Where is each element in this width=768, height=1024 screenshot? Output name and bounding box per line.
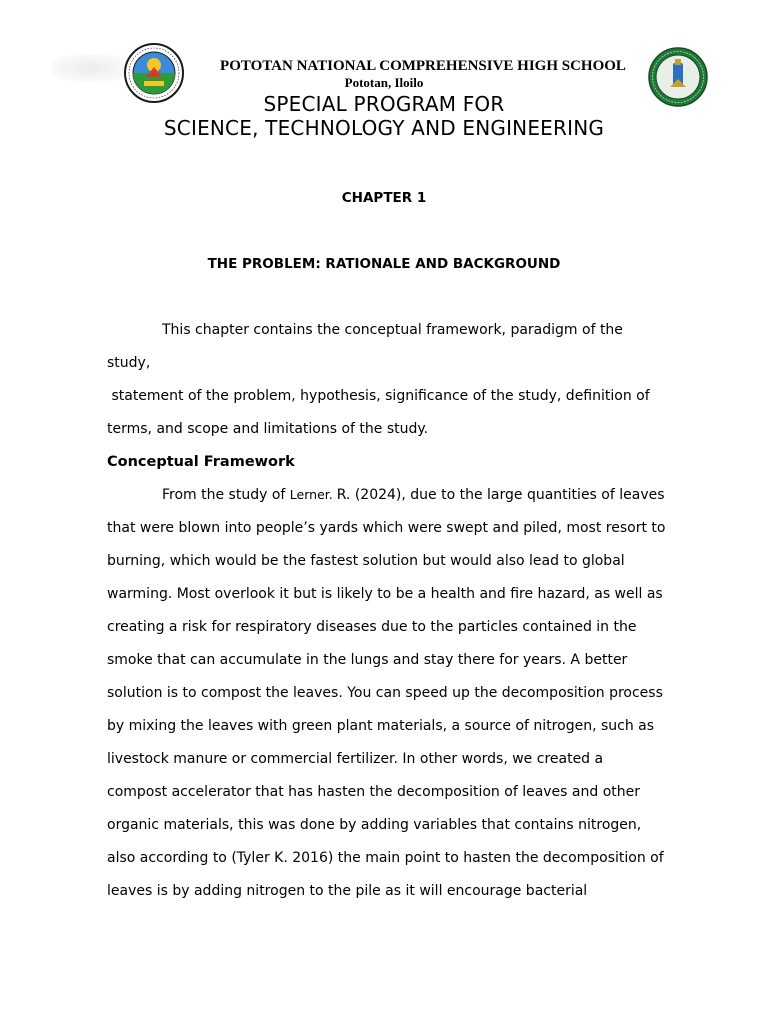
- intro-line: statement of the problem, hypothesis, significance of the study, definition of: [107, 388, 650, 404]
- intro-line: terms, and scope and limitations of the study.: [107, 421, 429, 437]
- section-heading: Conceptual Framework: [107, 454, 295, 470]
- paragraph-line: that were blown into people’s yards which were swept and piled, most resort to: [107, 520, 666, 536]
- paragraph-line: by mixing the leaves with green plant materials, a source of nitrogen, such as: [107, 718, 655, 734]
- paragraph-line: also according to (Tyler K. 2016) the main point to hasten the decomposition of: [107, 850, 664, 866]
- school-name: POTOTAN NATIONAL COMPREHENSIVE HIGH SCHOOL: [220, 58, 626, 74]
- school-seal-logo: [648, 47, 708, 107]
- paragraph-text: From the study of: [162, 487, 290, 503]
- chapter-title: THE PROBLEM: RATIONALE AND BACKGROUND: [207, 256, 561, 272]
- citation-author: Lerner.: [289, 487, 337, 502]
- paragraph-line: smoke that can accumulate in the lungs and stay there for years. A better: [107, 652, 628, 668]
- paragraph-line: compost accelerator that has hasten the decomposition of leaves and other: [107, 784, 641, 800]
- paragraph-line: leaves is by adding nitrogen to the pile as it will encourage bacterial: [107, 883, 588, 899]
- paragraph-text: R. (2024), due to the large quantities of leaves: [336, 487, 665, 503]
- school-location: Pototan, Iloilo: [344, 75, 424, 90]
- paragraph-line: solution is to compost the leaves. You can speed up the decomposition process: [107, 685, 663, 701]
- paragraph-line: burning, which would be the fastest solution but would also lead to global: [107, 553, 625, 569]
- chapter-number: CHAPTER 1: [341, 190, 427, 206]
- intro-line: study,: [107, 355, 151, 371]
- paragraph-line: livestock manure or commercial fertilizer. In other words, we created a: [107, 751, 604, 767]
- program-title-line2: SCIENCE, TECHNOLOGY AND ENGINEERING: [163, 116, 605, 140]
- paragraph-line: organic materials, this was done by adding variables that contains nitrogen,: [107, 817, 642, 833]
- paragraph-line: [162, 486, 665, 504]
- paragraph-line: warming. Most overlook it but is likely to be a health and fire hazard, as well as: [107, 586, 663, 602]
- program-title-line1: SPECIAL PROGRAM FOR: [263, 92, 505, 116]
- intro-line: This chapter contains the conceptual framework, paradigm of the: [162, 322, 623, 338]
- paragraph-line: creating a risk for respiratory diseases due to the particles contained in the: [107, 619, 637, 635]
